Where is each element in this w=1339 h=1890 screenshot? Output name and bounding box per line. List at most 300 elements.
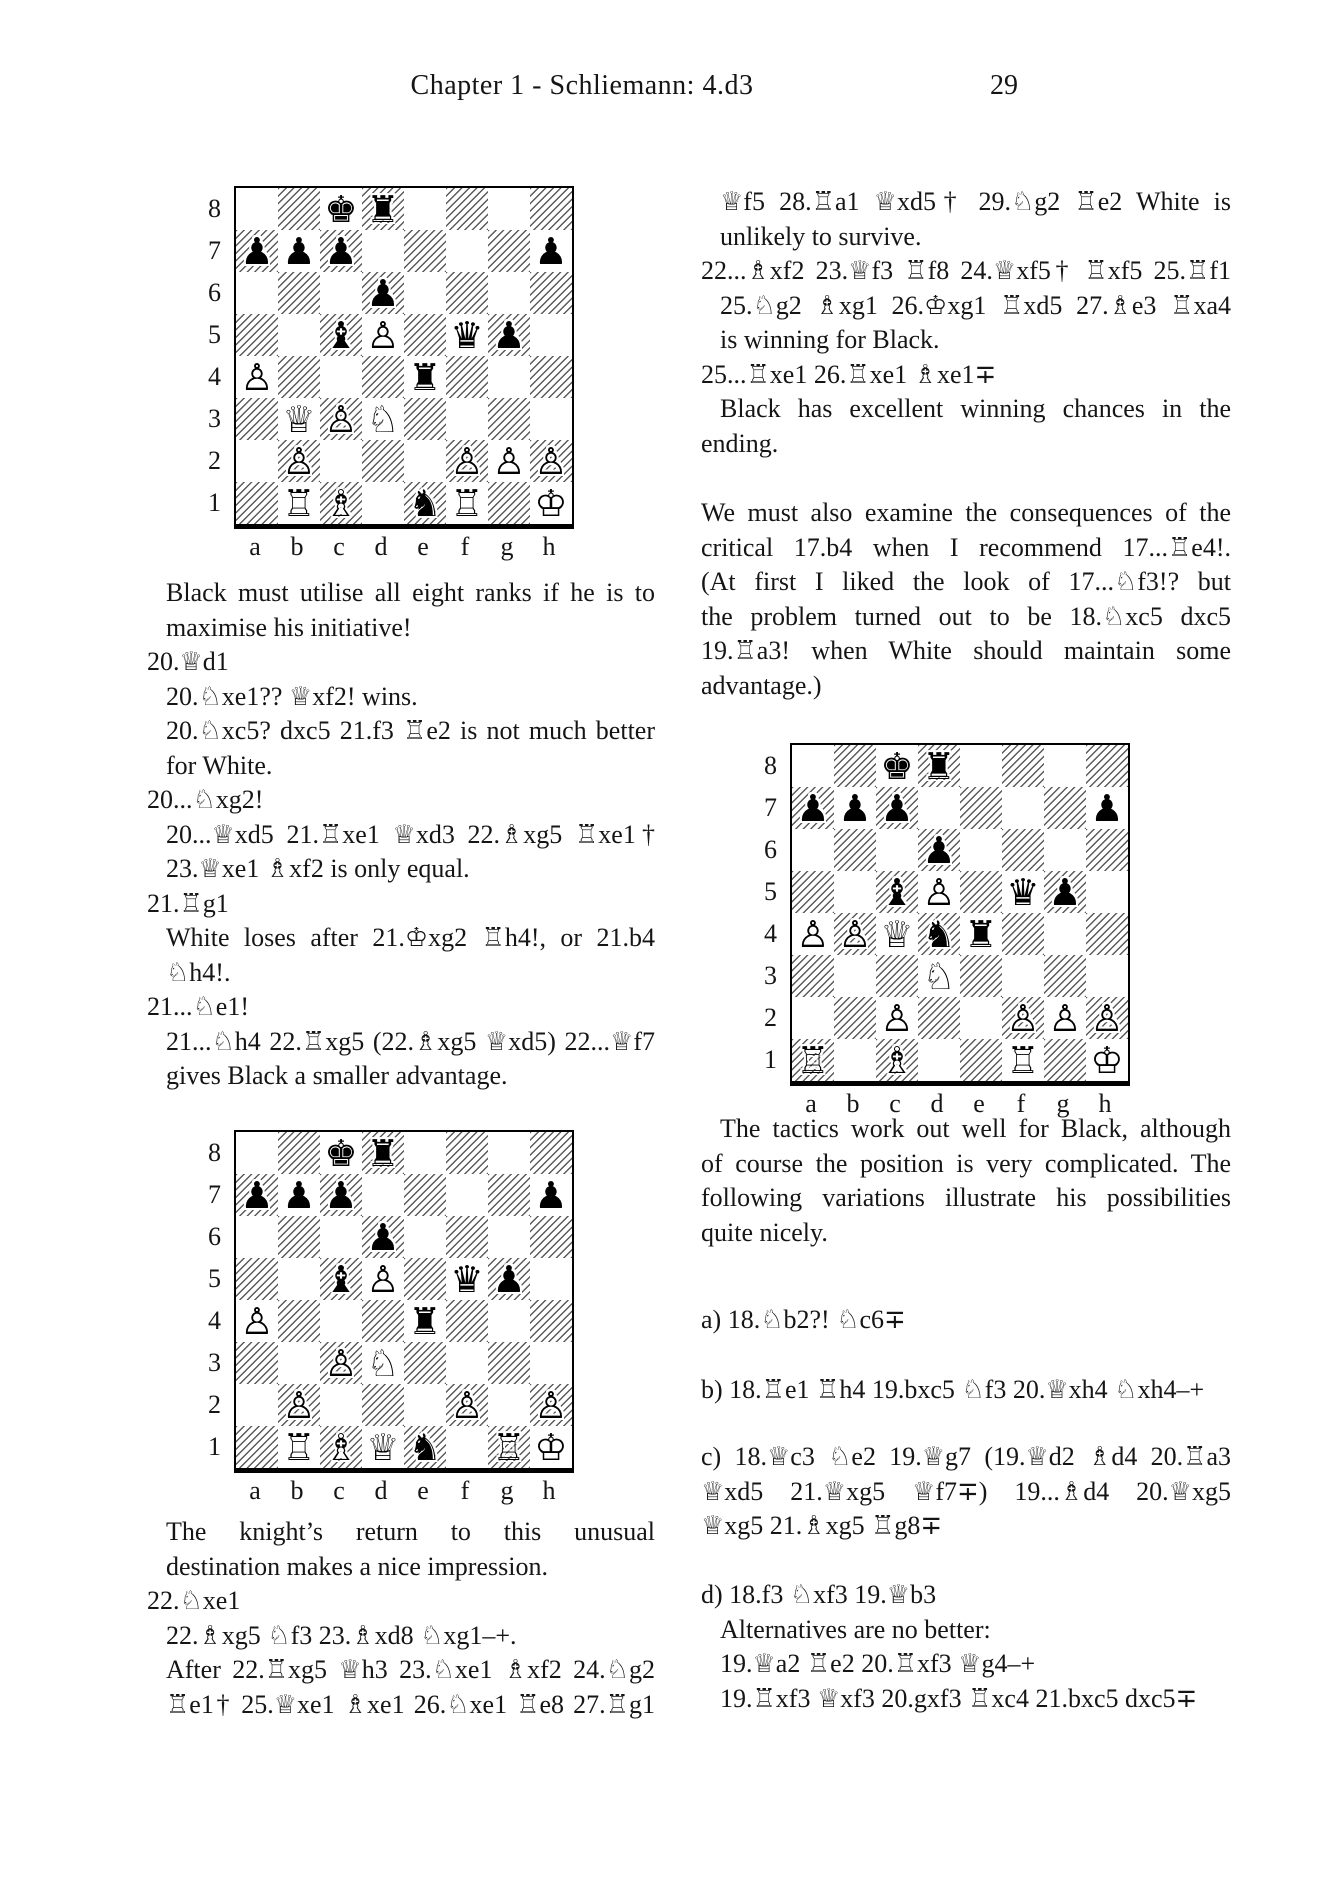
text-line: ending.	[701, 428, 779, 458]
left-column-text-1	[147, 576, 655, 1094]
black-rook-icon: ♜	[922, 744, 956, 788]
white-pawn-icon: ♙	[1090, 996, 1124, 1040]
board-square	[320, 440, 362, 482]
chess-board	[790, 743, 1130, 1086]
board-square	[236, 1174, 278, 1216]
board-square	[834, 997, 876, 1039]
rank-label: 2	[764, 1003, 777, 1032]
white-knight-icon: ♘	[922, 954, 956, 998]
board-square	[792, 997, 834, 1039]
file-label: a	[805, 1089, 817, 1118]
board-square	[362, 272, 404, 314]
board-square	[278, 272, 320, 314]
board-square	[362, 1300, 404, 1342]
text-line: (At first I liked the look of 17...♘f3!? but	[701, 567, 1231, 596]
text-line: 21...♘h4 22.♖xg5 (22.♗xg5 ♕xd5) 22...♕f7	[166, 1026, 655, 1056]
board-square	[488, 1132, 530, 1174]
rank-label: 2	[208, 1390, 221, 1419]
file-label: h	[1098, 1089, 1112, 1118]
board-square	[404, 356, 446, 398]
board-square	[530, 1174, 572, 1216]
white-rook-icon: ♖	[450, 481, 484, 525]
board-square	[488, 1342, 530, 1384]
board-square	[362, 1216, 404, 1258]
text-line: White loses after 21.♔xg2 ♖h4!, or 21.b4	[166, 923, 655, 952]
white-knight-icon: ♘	[366, 1341, 400, 1385]
board-square	[446, 230, 488, 272]
text-line: After 22.♖xg5 ♕h3 23.♘xe1 ♗xf2 24.♘g2	[166, 1655, 655, 1684]
file-label: f	[460, 532, 470, 561]
board-square	[1086, 955, 1128, 997]
board-square	[404, 1342, 446, 1384]
file-label: f	[460, 1476, 470, 1505]
board-square	[362, 1258, 404, 1300]
board-square	[278, 1216, 320, 1258]
rank-label: 5	[764, 877, 777, 906]
file-label: b	[290, 532, 304, 561]
board-square	[278, 440, 320, 482]
board-square	[1086, 1039, 1128, 1081]
board-square	[404, 230, 446, 272]
board-square	[488, 230, 530, 272]
right-column-variation-c	[701, 1440, 1231, 1544]
file-label: d	[374, 532, 388, 561]
board-square	[236, 482, 278, 524]
board-square	[362, 398, 404, 440]
white-rook-icon: ♖	[282, 1425, 316, 1469]
board-square	[834, 745, 876, 787]
board-square	[792, 745, 834, 787]
white-pawn-icon: ♙	[240, 1299, 274, 1343]
board-square	[362, 1342, 404, 1384]
black-knight-icon: ♞	[408, 481, 442, 525]
board-square	[446, 1384, 488, 1426]
board-square	[320, 482, 362, 524]
rank-labels	[196, 1130, 234, 1473]
board-square	[918, 955, 960, 997]
board-square	[1002, 871, 1044, 913]
page-number: 29	[990, 70, 1018, 101]
board-square	[446, 1342, 488, 1384]
black-pawn-icon: ♟	[282, 229, 316, 273]
board-square	[488, 1300, 530, 1342]
rank-label: 5	[208, 320, 221, 349]
board-square	[530, 1300, 572, 1342]
rank-label: 6	[208, 278, 221, 307]
board-square	[530, 440, 572, 482]
board-square	[530, 1132, 572, 1174]
text-line: b) 18.♖e1 ♖h4 19.bxc5 ♘f3 20.♕xh4 ♘xh4–+	[701, 1375, 1205, 1404]
rank-labels	[196, 186, 234, 529]
board-square	[404, 1300, 446, 1342]
rank-label: 6	[764, 835, 777, 864]
board-square	[320, 1132, 362, 1174]
board-square	[488, 314, 530, 356]
white-pawn-icon: ♙	[1006, 996, 1040, 1040]
white-queen-icon: ♕	[880, 912, 914, 956]
black-pawn-icon: ♟	[838, 786, 872, 830]
board-square	[236, 1426, 278, 1468]
text-line: unlikely to survive.	[720, 221, 922, 251]
text-line: The tactics work out well for Black, although	[720, 1114, 1231, 1143]
board-square	[876, 829, 918, 871]
board-square	[278, 1132, 320, 1174]
white-pawn-icon: ♙	[240, 355, 274, 399]
board-square	[1002, 829, 1044, 871]
board-square	[488, 1258, 530, 1300]
board-square	[362, 440, 404, 482]
board-square	[792, 787, 834, 829]
text-line: 20.♘xc5? dxc5 21.f3 ♖e2 is not much better	[166, 716, 655, 745]
board-square	[278, 230, 320, 272]
board-square	[1086, 787, 1128, 829]
board-square	[1086, 745, 1128, 787]
text-line: of course the position is very complicated. The	[701, 1148, 1231, 1178]
board-square	[530, 398, 572, 440]
board-square	[362, 314, 404, 356]
right-column-text-2	[701, 496, 1231, 703]
text-line: 23.♕xe1 ♗xf2 is only equal.	[166, 854, 470, 883]
text-line: ♕f5 28.♖a1 ♕xd5† 29.♘g2 ♖e2 White is	[720, 187, 1231, 216]
white-king-icon: ♔	[534, 481, 568, 525]
board-square	[876, 913, 918, 955]
board-square	[530, 272, 572, 314]
board-square	[488, 356, 530, 398]
board-square	[488, 482, 530, 524]
file-label: g	[500, 532, 514, 561]
white-rook-icon: ♖	[1006, 1038, 1040, 1082]
board-square	[1002, 955, 1044, 997]
text-line: quite nicely.	[701, 1217, 828, 1247]
board-square	[530, 188, 572, 230]
file-label: c	[889, 1089, 901, 1118]
white-pawn-icon: ♙	[880, 996, 914, 1040]
text-line: 20.♘xe1?? ♕xf2! wins.	[166, 681, 418, 711]
text-line: 22.♘xe1	[147, 1586, 241, 1615]
board-square	[320, 314, 362, 356]
black-pawn-icon: ♟	[240, 229, 274, 273]
board-square	[530, 356, 572, 398]
board-square	[362, 1384, 404, 1426]
board-square	[278, 482, 320, 524]
board-square	[446, 1174, 488, 1216]
black-pawn-icon: ♟	[492, 313, 526, 357]
white-rook-icon: ♖	[796, 1038, 830, 1082]
board-square	[362, 482, 404, 524]
white-queen-icon: ♕	[366, 1425, 400, 1469]
board-square	[236, 272, 278, 314]
board-square	[960, 955, 1002, 997]
board-square	[362, 356, 404, 398]
chess-diagram-1	[196, 186, 574, 562]
board-square	[404, 482, 446, 524]
rank-label: 3	[208, 1348, 221, 1377]
rank-labels	[752, 743, 790, 1086]
board-square	[876, 1039, 918, 1081]
board-square	[1086, 997, 1128, 1039]
board-square	[446, 1426, 488, 1468]
text-line: ♖e1† 25.♕xe1 ♗xe1 26.♘xe1 ♖e8 27.♖g1	[166, 1689, 655, 1719]
file-label: f	[1016, 1089, 1026, 1118]
rank-label: 8	[764, 751, 777, 780]
file-label: c	[333, 1476, 345, 1505]
text-line: the problem turned out to be 18.♘xc5 dxc5	[701, 601, 1231, 631]
board-square	[236, 440, 278, 482]
board-square	[446, 272, 488, 314]
black-knight-icon: ♞	[922, 912, 956, 956]
black-pawn-icon: ♟	[240, 1173, 274, 1217]
text-line: for White.	[166, 750, 273, 780]
board-square	[530, 1216, 572, 1258]
rank-label: 6	[208, 1222, 221, 1251]
board-square	[278, 1384, 320, 1426]
black-bishop-icon: ♝	[324, 1257, 358, 1301]
board-square	[918, 745, 960, 787]
board-square	[320, 1174, 362, 1216]
board-square	[236, 1258, 278, 1300]
board-square	[960, 787, 1002, 829]
black-king-icon: ♚	[324, 1131, 358, 1175]
board-square	[960, 745, 1002, 787]
board-square	[488, 1174, 530, 1216]
rank-label: 1	[208, 488, 221, 517]
black-pawn-icon: ♟	[796, 786, 830, 830]
file-label: g	[1056, 1089, 1070, 1118]
white-pawn-icon: ♙	[534, 439, 568, 483]
board-square	[792, 1039, 834, 1081]
text-line: 19.♖a3! when White should maintain some	[701, 636, 1231, 665]
white-bishop-icon: ♗	[324, 481, 358, 525]
rank-label: 2	[208, 446, 221, 475]
board-square	[404, 1384, 446, 1426]
right-column-variation-b	[701, 1373, 1231, 1408]
board-square	[876, 745, 918, 787]
black-rook-icon: ♜	[366, 1131, 400, 1175]
black-pawn-icon: ♟	[880, 786, 914, 830]
board-square	[320, 1342, 362, 1384]
board-square	[960, 997, 1002, 1039]
board-square	[918, 829, 960, 871]
chapter-title: Chapter 1 - Schliemann: 4.d3	[410, 70, 754, 101]
board-square	[320, 230, 362, 272]
chess-diagram-2	[752, 743, 1130, 1119]
board-square	[792, 955, 834, 997]
black-queen-icon: ♛	[450, 1257, 484, 1301]
board-square	[320, 1384, 362, 1426]
white-pawn-icon: ♙	[1048, 996, 1082, 1040]
white-rook-icon: ♖	[282, 481, 316, 525]
text-line: 21.♖g1	[147, 888, 229, 918]
board-square	[1086, 913, 1128, 955]
board-square	[876, 955, 918, 997]
board-square	[278, 1342, 320, 1384]
board-square	[446, 440, 488, 482]
board-square	[876, 871, 918, 913]
board-square	[404, 1174, 446, 1216]
board-square	[236, 314, 278, 356]
board-square	[918, 913, 960, 955]
file-label: d	[930, 1089, 944, 1118]
black-pawn-icon: ♟	[1048, 870, 1082, 914]
white-pawn-icon: ♙	[450, 1383, 484, 1427]
text-line: 22.♗xg5 ♘f3 23.♗xd8 ♘xg1–+.	[166, 1620, 517, 1650]
board-square	[362, 230, 404, 272]
board-square	[404, 1426, 446, 1468]
file-label: d	[374, 1476, 388, 1505]
black-pawn-icon: ♟	[492, 1257, 526, 1301]
text-line: 22...♗xf2 23.♕f3 ♖f8 24.♕xf5† ♖xf5 25.♖f1	[701, 256, 1231, 285]
black-rook-icon: ♜	[964, 912, 998, 956]
board-square	[834, 1039, 876, 1081]
board-square	[918, 787, 960, 829]
board-square	[488, 398, 530, 440]
rank-label: 7	[208, 1180, 221, 1209]
text-line: 20...♕xd5 21.♖xe1 ♕xd3 22.♗xg5 ♖xe1†	[166, 819, 655, 849]
board-square	[320, 1258, 362, 1300]
white-bishop-icon: ♗	[880, 1038, 914, 1082]
board-square	[362, 1174, 404, 1216]
white-pawn-icon: ♙	[324, 1341, 358, 1385]
rank-label: 5	[208, 1264, 221, 1293]
board-square	[362, 1132, 404, 1174]
white-pawn-icon: ♙	[796, 912, 830, 956]
right-column-variation-d	[701, 1578, 1231, 1716]
rank-label: 4	[208, 362, 221, 391]
board-square	[236, 230, 278, 272]
board-square	[792, 829, 834, 871]
file-label: b	[290, 1476, 304, 1505]
right-column-variation-a	[701, 1303, 1231, 1338]
file-label: a	[249, 532, 261, 561]
black-pawn-icon: ♟	[324, 1173, 358, 1217]
board-square	[320, 1426, 362, 1468]
board-square	[488, 272, 530, 314]
right-column-text-3	[701, 1112, 1231, 1250]
white-king-icon: ♔	[1090, 1038, 1124, 1082]
board-square	[320, 356, 362, 398]
white-pawn-icon: ♙	[282, 439, 316, 483]
rank-label: 1	[208, 1432, 221, 1461]
board-square	[320, 1300, 362, 1342]
board-square	[530, 1426, 572, 1468]
file-label: e	[417, 1476, 429, 1505]
white-queen-icon: ♕	[282, 397, 316, 441]
rank-label: 7	[764, 793, 777, 822]
board-square	[278, 1258, 320, 1300]
file-label: b	[846, 1089, 860, 1118]
board-square	[404, 188, 446, 230]
board-square	[834, 913, 876, 955]
board-square	[236, 1342, 278, 1384]
board-square	[404, 1132, 446, 1174]
white-rook-icon: ♖	[492, 1425, 526, 1469]
board-square	[960, 829, 1002, 871]
file-label: g	[500, 1476, 514, 1505]
text-line: 19.♖xf3 ♕xf3 20.gxf3 ♖xc4 21.bxc5 dxc5∓	[720, 1683, 1198, 1713]
board-square	[1044, 787, 1086, 829]
board-square	[236, 1216, 278, 1258]
text-line: The knight’s return to this unusual	[166, 1517, 655, 1546]
text-line: ♕xg5 21.♗xg5 ♖g8∓	[701, 1511, 943, 1540]
white-pawn-icon: ♙	[492, 439, 526, 483]
board-square	[1044, 913, 1086, 955]
text-line: maximise his initiative!	[166, 612, 412, 642]
chess-board	[234, 1130, 574, 1473]
board-square	[530, 314, 572, 356]
file-label: e	[973, 1089, 985, 1118]
text-line: d) 18.f3 ♘xf3 19.♕b3	[701, 1580, 937, 1609]
board-square	[236, 398, 278, 440]
white-knight-icon: ♘	[366, 397, 400, 441]
left-column-text-2	[147, 1515, 655, 1722]
board-square	[446, 482, 488, 524]
board-square	[876, 787, 918, 829]
board-square	[446, 1300, 488, 1342]
black-pawn-icon: ♟	[282, 1173, 316, 1217]
board-square	[1044, 745, 1086, 787]
board-square	[1044, 955, 1086, 997]
board-square	[918, 997, 960, 1039]
rank-label: 8	[208, 1138, 221, 1167]
text-line: c) 18.♕c3 ♘e2 19.♕g7 (19.♕d2 ♗d4 20.♖a3	[701, 1442, 1231, 1471]
text-line: destination makes a nice impression.	[166, 1551, 548, 1581]
board-square	[792, 871, 834, 913]
board-square	[236, 356, 278, 398]
chess-board	[234, 186, 574, 529]
text-line: 25...♖xe1 26.♖xe1 ♗xe1∓	[701, 359, 997, 389]
black-rook-icon: ♜	[408, 1299, 442, 1343]
board-square	[834, 871, 876, 913]
board-square	[1086, 871, 1128, 913]
rank-label: 1	[764, 1045, 777, 1074]
board-square	[278, 356, 320, 398]
board-square	[320, 1216, 362, 1258]
file-labels	[234, 1473, 574, 1506]
black-knight-icon: ♞	[408, 1425, 442, 1469]
board-square	[404, 314, 446, 356]
black-rook-icon: ♜	[366, 187, 400, 231]
board-square	[488, 1426, 530, 1468]
board-square	[446, 314, 488, 356]
board-square	[960, 913, 1002, 955]
file-label: c	[333, 532, 345, 561]
board-square	[918, 1039, 960, 1081]
white-pawn-icon: ♙	[366, 1257, 400, 1301]
rank-label: 4	[764, 919, 777, 948]
board-square	[446, 1132, 488, 1174]
board-square	[1086, 829, 1128, 871]
board-square	[236, 1384, 278, 1426]
text-line: ♕xd5 21.♕xg5 ♕f7∓) 19...♗d4 20.♕xg5	[701, 1476, 1231, 1506]
black-pawn-icon: ♟	[1090, 786, 1124, 830]
board-square	[488, 1216, 530, 1258]
board-square	[404, 1258, 446, 1300]
black-pawn-icon: ♟	[366, 1215, 400, 1259]
board-square	[278, 314, 320, 356]
file-label: h	[542, 532, 556, 561]
white-pawn-icon: ♙	[534, 1383, 568, 1427]
board-square	[404, 272, 446, 314]
board-square	[236, 188, 278, 230]
board-square	[918, 871, 960, 913]
board-square	[530, 1342, 572, 1384]
text-line: ♘h4!.	[166, 957, 231, 987]
text-line: We must also examine the consequences of the	[701, 498, 1231, 527]
board-square	[446, 188, 488, 230]
rank-label: 4	[208, 1306, 221, 1335]
text-line: 20.♕d1	[147, 647, 229, 676]
board-square	[960, 871, 1002, 913]
